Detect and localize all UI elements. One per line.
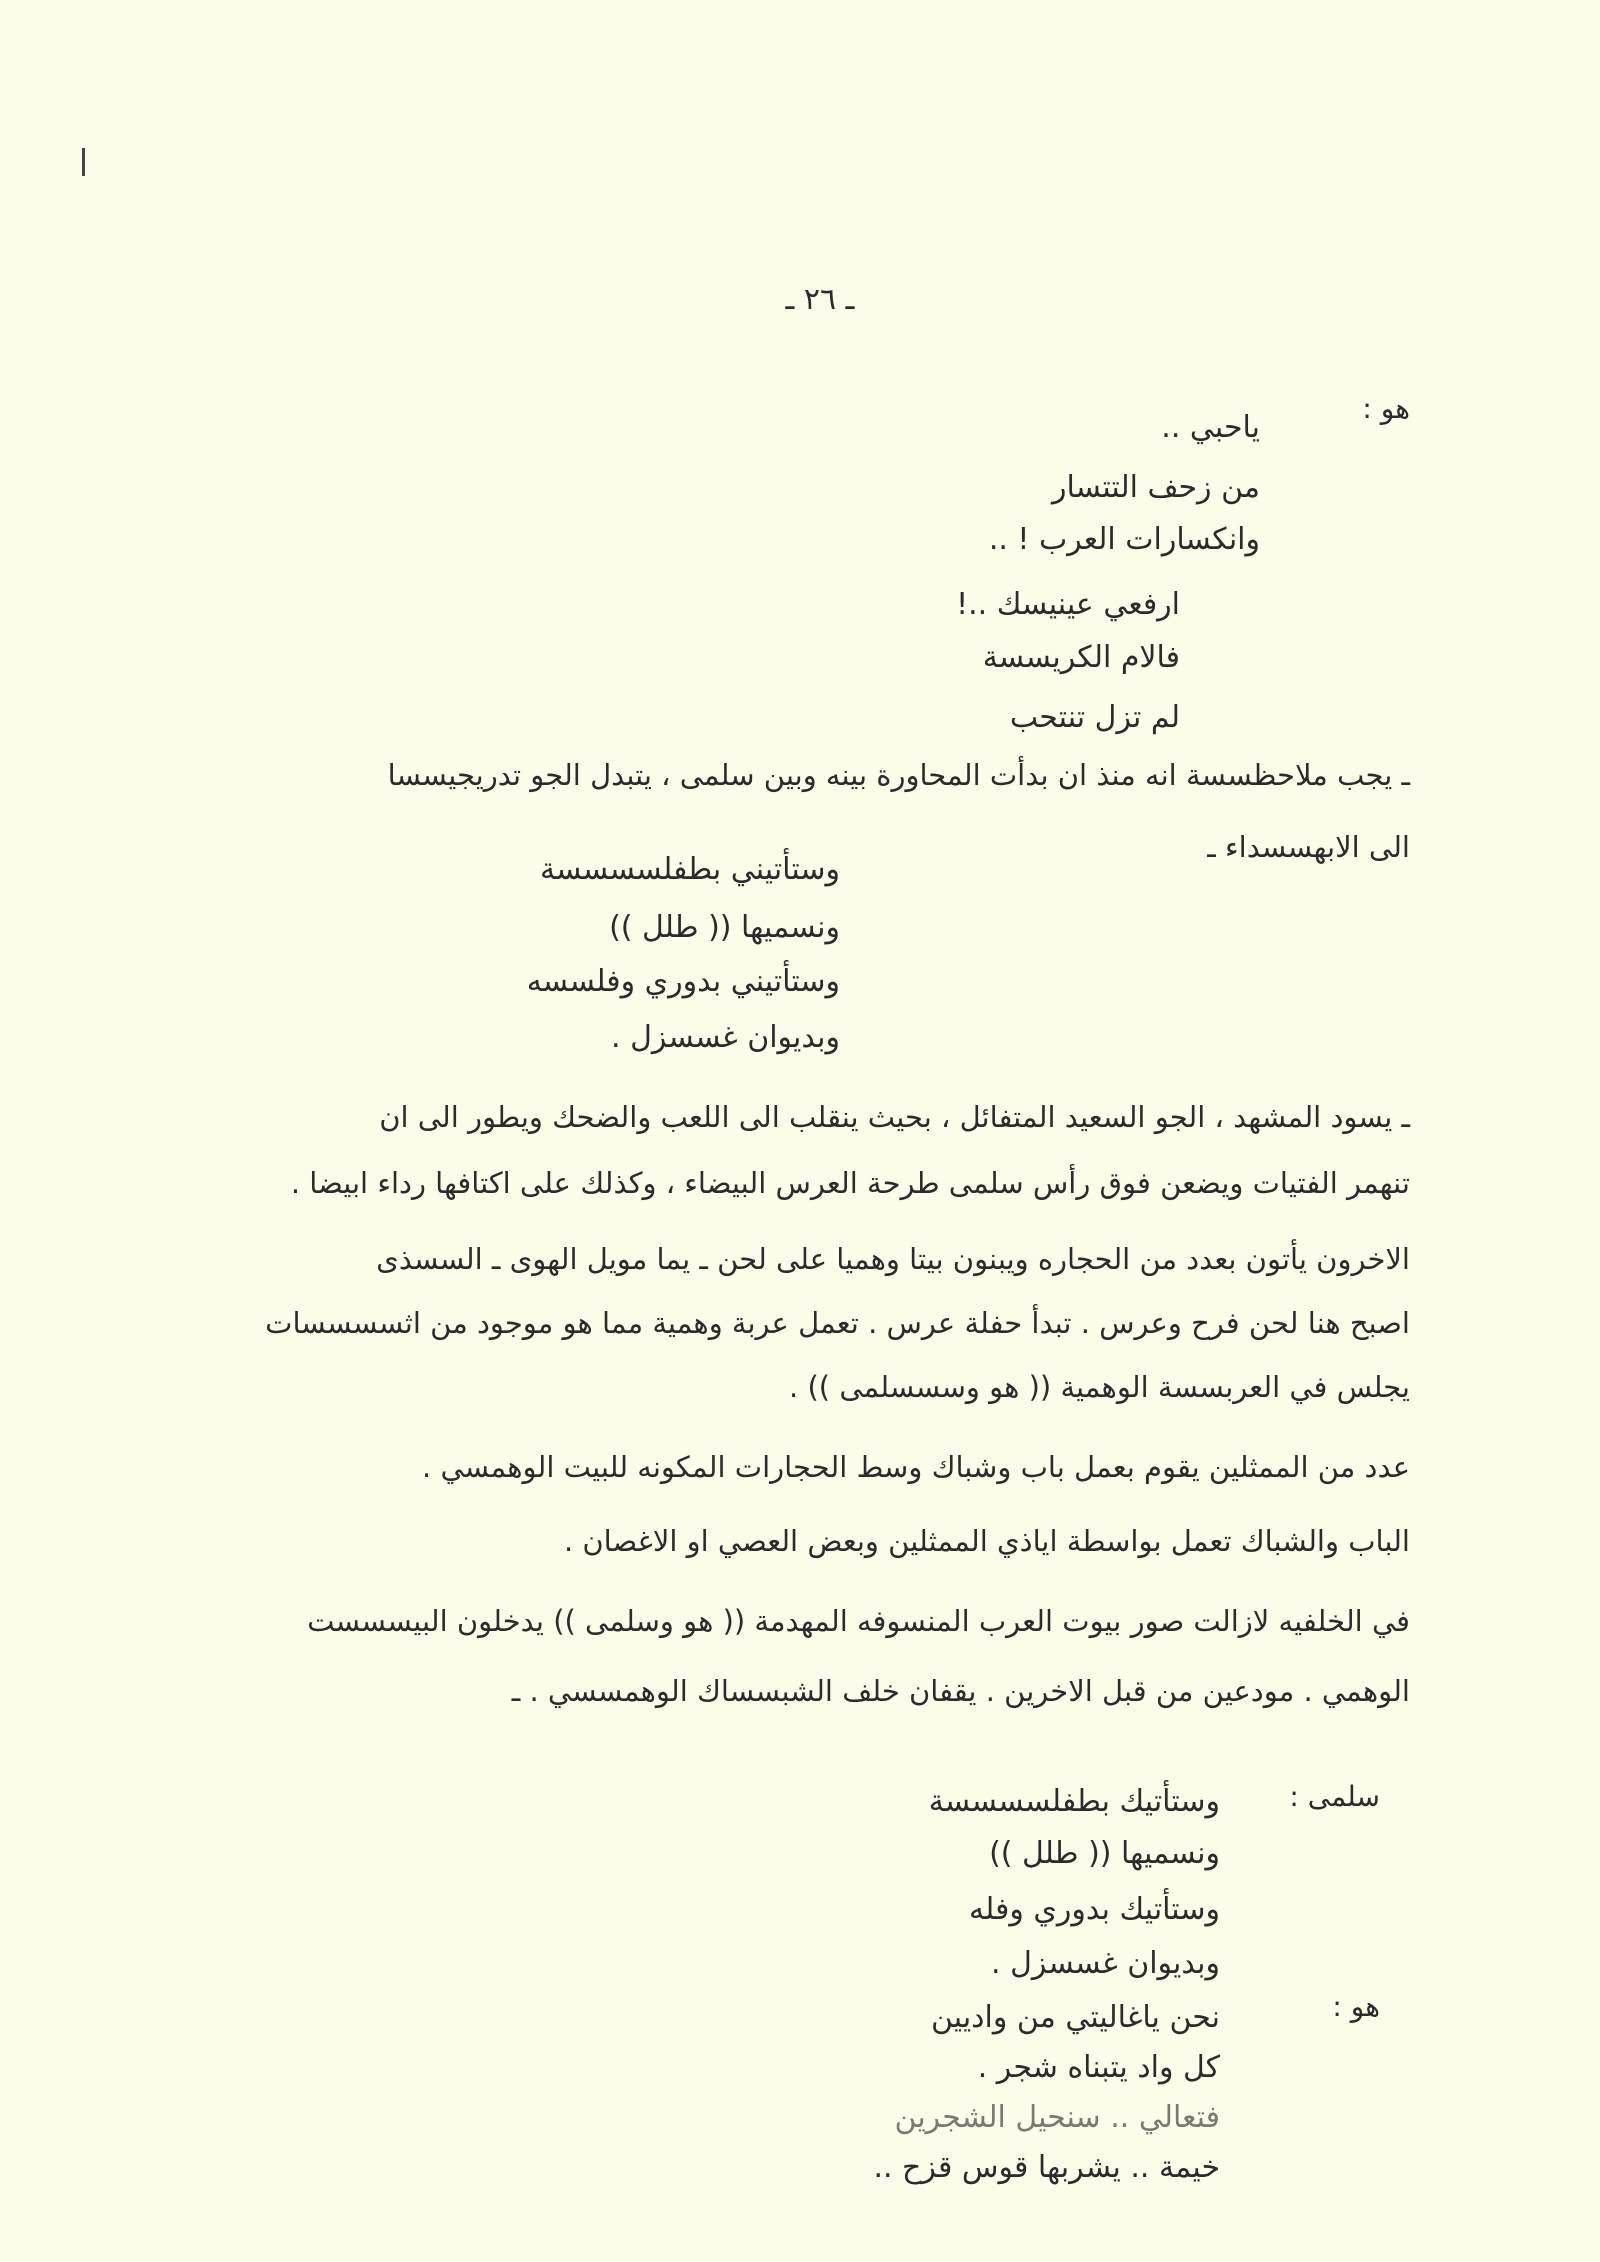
verse-line: ياحبي .. — [1161, 410, 1260, 445]
verse-line: لم تزل تنتحب — [1009, 700, 1180, 735]
verse-line: وستأتيني بدوري وفلسسه — [526, 964, 840, 999]
stage-direction: الى الابهسسداء ـ — [1207, 830, 1410, 864]
stage-direction: الباب والشباك تعمل بواسطة اياذي الممثلين وبعض العصي او الاغصان . — [563, 1524, 1410, 1558]
stage-direction: ـ يجب ملاحظسسة انه منذ ان بدأت المحاورة بينه وبين سلمى ، يتبدل الجو تدريجيسسا — [387, 758, 1410, 792]
verse-line: وبديوان غسسزل . — [611, 1020, 840, 1055]
stage-direction: الاخرون يأتون بعدد من الحجاره ويبنون بيتا وهميا على لحن ـ يما مويل الهوى ـ السسذى — [376, 1242, 1410, 1276]
verse-line: وستأتيني بطفلسسسسة — [539, 852, 840, 887]
stage-direction: اصبح هنا لحن فرح وعرس . تبدأ حفلة عرس . تعمل عربة وهمية مما هو موجود من اثسسسسات — [265, 1306, 1410, 1340]
verse-line: كل واد يتبناه شجر . — [977, 2050, 1220, 2085]
verse-line: خيمة .. يشربها قوس قزح .. — [873, 2150, 1220, 2185]
verse-line: فالام الكريسسة — [982, 640, 1180, 675]
margin-mark — [82, 148, 85, 176]
stage-direction: يجلس في العربسسة الوهمية (( هو وسسسلمى )) . — [789, 1370, 1410, 1404]
speaker-label: هو : — [1362, 392, 1410, 425]
verse-line: ارفعي عينيسك ..! — [956, 587, 1180, 622]
stage-direction: عدد من الممثلين يقوم بعمل باب وشباك وسط الحجارات المكونه للبيت الوهمسي . — [422, 1450, 1410, 1484]
verse-line: وستأتيك بدوري وفله — [969, 1892, 1220, 1927]
page-number: ـ ٢٦ ـ — [785, 282, 855, 317]
stage-direction: تنهمر الفتيات ويضعن فوق رأس سلمى طرحة العرس البيضاء ، وكذلك على اكتافها رداء ابيضا . — [290, 1166, 1410, 1200]
verse-line: وبديوان غسسزل . — [991, 1946, 1220, 1981]
stage-direction: ـ يسود المشهد ، الجو السعيد المتفائل ، بحيث ينقلب الى اللعب والضحك ويطور الى ان — [379, 1100, 1410, 1134]
verse-line: ونسميها (( طلل )) — [989, 1836, 1220, 1871]
verse-line: وستأتيك بطفلسسسسة — [928, 1784, 1220, 1819]
stage-direction: الوهمي . مودعين من قبل الاخرين . يقفان خلف الشبسساك الوهمسسي . ـ — [511, 1674, 1410, 1708]
verse-line: وانكسارات العرب ! .. — [988, 522, 1260, 557]
speaker-label: سلمى : — [1289, 1780, 1380, 1813]
verse-line: فتعالي .. سنحيل الشجرين — [894, 2100, 1220, 2135]
stage-direction: في الخلفيه لازالت صور بيوت العرب المنسوفه المهدمة (( هو وسلمى )) يدخلون البيسسست — [307, 1604, 1410, 1638]
verse-line: من زحف التتسار — [1051, 470, 1260, 505]
speaker-label: هو : — [1332, 1990, 1380, 2023]
verse-line: نحن ياغاليتي من واديين — [930, 2000, 1220, 2035]
verse-line: ونسميها (( طلل )) — [609, 910, 840, 945]
